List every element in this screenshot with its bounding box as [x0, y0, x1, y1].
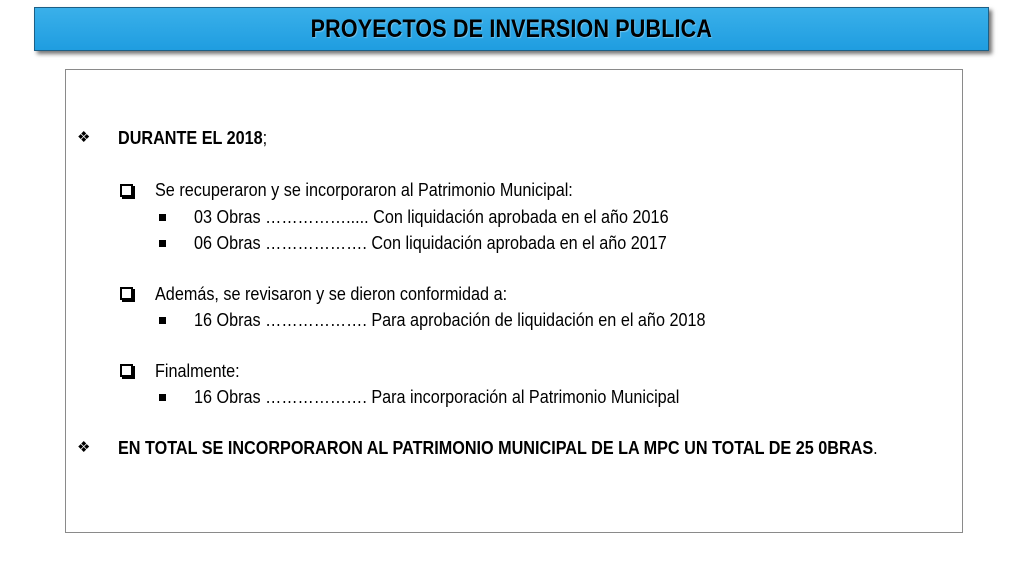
title-banner — [34, 7, 989, 51]
list-item: 06 Obras ………………. Con liquidación aprobada en el año 2017 — [194, 233, 667, 253]
section-heading-suffix: ; — [262, 128, 268, 148]
shadow-box-bullet-icon — [120, 184, 133, 197]
four-diamond-bullet-icon: ❖ — [77, 439, 91, 456]
square-bullet-icon — [159, 240, 166, 247]
section-heading-2018 — [118, 128, 267, 149]
summary-suffix: . — [873, 438, 878, 458]
group1-intro: Se recuperaron y se incorporaron al Patrimonio Municipal: — [155, 180, 573, 200]
square-bullet-icon — [159, 214, 166, 221]
summary-statement — [118, 438, 878, 459]
list-item: 16 Obras ………………. Para incorporación al Patrimonio Municipal — [194, 387, 680, 407]
four-diamond-bullet-icon: ❖ — [77, 129, 91, 146]
square-bullet-icon — [159, 317, 166, 324]
summary-text: EN TOTAL SE INCORPORARON AL PATRIMONIO MUNICIPAL DE LA MPC UN TOTAL DE 25 0BRAS — [118, 438, 874, 458]
shadow-box-bullet-icon — [120, 364, 133, 377]
shadow-box-bullet-icon — [120, 287, 133, 300]
group3-intro: Finalmente: — [155, 361, 240, 381]
list-item: 16 Obras ………………. Para aprobación de liquidación en el año 2018 — [194, 310, 706, 330]
square-bullet-icon — [159, 394, 166, 401]
section-heading-text: DURANTE EL 2018 — [118, 128, 263, 148]
page-title: PROYECTOS DE INVERSION PUBLICA — [310, 14, 713, 43]
list-item: 03 Obras ……………..... Con liquidación aprobada en el año 2016 — [194, 207, 669, 227]
group2-intro: Además, se revisaron y se dieron conformidad a: — [155, 284, 508, 304]
